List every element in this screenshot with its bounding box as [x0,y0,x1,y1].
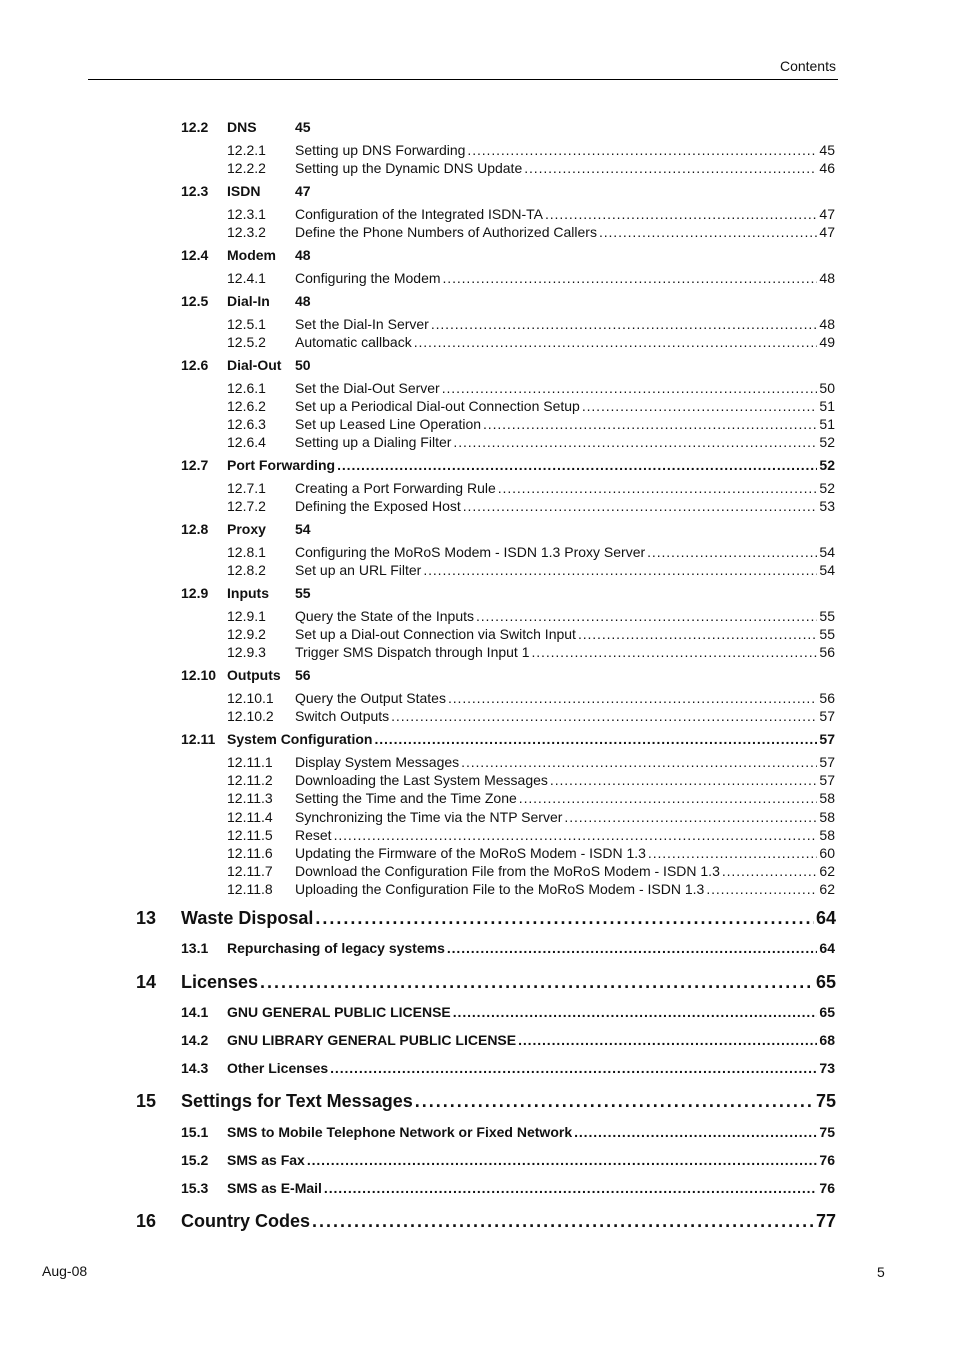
toc-entry-page: 52 [819,480,835,496]
toc-entry-title: Port Forwarding [227,457,336,473]
toc-entry-page: 76 [819,1152,835,1168]
dot-leader [648,845,818,861]
toc-entry-number: 13 [136,908,157,928]
toc-entry-title: Dial-In [227,293,270,309]
toc-entry-page: 73 [819,1060,835,1076]
toc-entry-title: SMS as E-Mail [227,1180,322,1196]
toc-entry-number: 12.6.1 [227,380,266,396]
toc-entry-number: 14 [136,972,157,992]
toc-entry-page: 58 [819,790,835,806]
toc-entry-title: Set up Leased Line Operation [295,416,482,432]
dot-leader [483,416,817,432]
toc-entry-title: Setting up the Dynamic DNS Update [295,160,523,176]
toc-entry-number: 12.4.1 [227,270,266,286]
toc-entry-title: Country Codes [181,1211,311,1231]
toc-entry[interactable] [227,480,835,496]
toc-entry[interactable] [227,754,835,770]
toc-entry-number: 12.11.2 [227,772,273,788]
toc-entry-page: 54 [819,562,835,578]
toc-entry-title: Set up an URL Filter [295,562,422,578]
toc-entry-title: Creating a Port Forwarding Rule [295,480,496,496]
dot-leader [550,772,818,788]
toc-entry-title: Inputs [227,585,269,601]
dot-leader [463,498,818,514]
toc-entry-number: 12.11.3 [227,790,273,806]
toc-entry-page: 55 [295,585,311,601]
toc-entry-page: 62 [819,863,835,879]
dot-leader [498,480,818,496]
toc-entry-number: 12.11.5 [227,827,273,843]
toc-entry-title: Configuration of the Integrated ISDN-TA [295,206,543,222]
toc-entry-title: Query the Output States [295,690,446,706]
toc-entry[interactable] [181,1032,835,1048]
toc-entry-page: 46 [819,160,835,176]
toc-entry[interactable] [227,398,835,414]
toc-entry-page: 50 [295,357,311,373]
toc-entry[interactable] [227,809,835,825]
toc-entry-number: 12.10.2 [227,708,274,724]
toc-entry-title: Licenses [181,972,259,992]
toc-entry-title: Synchronizing the Time via the NTP Server [295,809,563,825]
dot-leader [647,544,817,560]
header-rule [88,79,838,80]
toc-entry-number: 12.11.7 [227,863,273,879]
toc-entry-number: 12.3 [181,183,209,199]
toc-entry-page: 48 [295,247,311,263]
toc-entry-title: Outputs [227,667,281,683]
toc-entry-page: 65 [819,1004,835,1020]
toc-entry-page: 60 [819,845,835,861]
toc-entry-page: 55 [819,626,835,642]
toc-entry-page: 47 [819,206,835,222]
toc-entry[interactable] [227,160,835,176]
toc-entry-number: 12.3.1 [227,206,266,222]
toc-entry-title: Downloading the Last System Messages [295,772,548,788]
dot-leader [324,1180,818,1196]
toc-entry-number: 15 [136,1091,157,1111]
toc-entry-page: 51 [819,416,835,432]
toc-entry[interactable] [227,142,835,158]
toc-entry-title: Dial-Out [227,357,282,373]
toc-entry-number: 12.11.6 [227,845,273,861]
toc-entry-number: 13.1 [181,940,209,956]
toc-entry-number: 12.5 [181,293,209,309]
toc-entry[interactable] [181,1004,835,1020]
toc-entry[interactable] [227,316,835,332]
toc-entry-number: 12.6.3 [227,416,266,432]
toc-entry-title: System Configuration [227,731,373,747]
toc-entry-number: 14.1 [181,1004,209,1020]
toc-entry-number: 15.3 [181,1180,209,1196]
toc-entry[interactable] [181,585,835,601]
toc-entry[interactable] [136,908,836,929]
toc-entry[interactable] [227,626,835,642]
toc-entry-title: Repurchasing of legacy systems [227,940,445,956]
toc-entry-title: Proxy [227,521,266,537]
dot-leader [574,1124,817,1140]
toc-entry-page: 58 [819,827,835,843]
toc-entry-page: 54 [295,521,311,537]
toc-entry-title: DNS [227,119,257,135]
toc-entry-number: 12.8.1 [227,544,266,560]
toc-entry-number: 12.3.2 [227,224,266,240]
toc-entry-number: 12.11.8 [227,881,273,897]
toc-entry-title: Download the Configuration File from the MoRoS Modem - ISDN 1.3 [295,863,720,879]
dot-leader [431,316,818,332]
dot-leader [599,224,817,240]
toc-entry-title: SMS to Mobile Telephone Network or Fixed Network [227,1124,573,1140]
toc-entry[interactable] [227,206,835,222]
toc-entry-number: 12.7.1 [227,480,266,496]
toc-entry[interactable] [227,690,835,706]
toc-entry-title: Modem [227,247,276,263]
dot-leader [722,863,818,879]
toc-entry-number: 12.8 [181,521,209,537]
toc-entry-title: Display System Messages [295,754,460,770]
dot-leader [260,972,814,993]
toc-entry[interactable] [227,544,835,560]
toc-entry-page: 57 [819,731,835,747]
toc-entry[interactable] [181,457,835,473]
toc-entry-number: 12.6.4 [227,434,266,450]
dot-leader [415,1091,814,1112]
toc-entry-page: 55 [819,608,835,624]
toc-entry[interactable] [227,562,835,578]
toc-entry-number: 12.4 [181,247,209,263]
toc-entry-title: Defining the Exposed Host [295,498,461,514]
toc-entry[interactable] [227,772,835,788]
toc-entry-number: 12.2.2 [227,160,266,176]
dot-leader [414,334,818,350]
toc-entry[interactable] [227,863,835,879]
dot-leader [337,457,817,473]
toc-entry-page: 65 [815,972,836,992]
toc-entry[interactable] [181,293,835,309]
dot-leader [524,160,817,176]
toc-entry[interactable] [227,416,835,432]
toc-entry[interactable] [181,1180,835,1196]
toc-entry-title: Configuring the Modem [295,270,441,286]
toc-entry-title: ISDN [227,183,261,199]
toc-entry-number: 16 [136,1211,157,1231]
toc-entry[interactable] [227,434,835,450]
dot-leader [442,380,818,396]
toc-entry-title: Set the Dial-Out Server [295,380,440,396]
toc-entry-number: 12.9.1 [227,608,266,624]
toc-entry-title: Set the Dial-In Server [295,316,429,332]
toc-entry-page: 48 [819,316,835,332]
toc-entry-title: Configuring the MoRoS Modem - ISDN 1.3 Proxy Server [295,544,646,560]
toc-entry-title: Switch Outputs [295,708,390,724]
toc-entry[interactable] [227,708,835,724]
toc-entry-title: GNU GENERAL PUBLIC LICENSE [227,1004,451,1020]
toc-entry-number: 12.5.1 [227,316,266,332]
toc-entry-title: Updating the Firmware of the MoRoS Modem - ISDN 1.3 [295,845,646,861]
dot-leader [391,708,817,724]
toc-entry-page: 64 [815,908,836,928]
dot-leader [467,142,817,158]
toc-entry-title: Reset [295,827,332,843]
toc-entry-number: 12.5.2 [227,334,266,350]
toc-entry-title: Set up a Periodical Dial-out Connection Setup [295,398,580,414]
toc-entry[interactable] [227,498,835,514]
toc-entry[interactable] [136,972,836,993]
dot-leader [545,206,817,222]
toc-entry[interactable] [227,270,835,286]
toc-entry-page: 56 [819,644,835,660]
toc-entry-page: 57 [819,772,835,788]
dot-leader [334,827,818,843]
toc-entry-number: 12.6.2 [227,398,266,414]
toc-entry-page: 75 [819,1124,835,1140]
toc-entry[interactable] [181,119,835,135]
toc-entry-number: 14.3 [181,1060,209,1076]
dot-leader [330,1060,817,1076]
toc-entry[interactable] [181,1060,835,1076]
toc-entry-page: 47 [295,183,311,199]
toc-entry-page: 64 [819,940,835,956]
dot-leader [706,881,817,897]
toc-entry-number: 12.11.1 [227,754,273,770]
dot-leader [518,1032,817,1048]
toc-entry-page: 75 [815,1091,836,1111]
dot-leader [315,908,814,929]
toc-entry-page: 48 [819,270,835,286]
toc-entry[interactable] [227,790,835,806]
toc-entry[interactable] [227,608,835,624]
toc-entry-title: Define the Phone Numbers of Authorized Callers [295,224,597,240]
dot-leader [532,644,818,660]
toc-entry-number: 12.8.2 [227,562,266,578]
toc-entry-page: 45 [295,119,311,135]
toc-entry[interactable] [227,224,835,240]
toc-entry-title: GNU LIBRARY GENERAL PUBLIC LICENSE [227,1032,517,1048]
page-header-label: Contents [779,58,836,74]
dot-leader [461,754,817,770]
toc-entry-title: Setting the Time and the Time Zone [295,790,517,806]
toc-entry-number: 15.1 [181,1124,209,1140]
dot-leader [578,626,817,642]
toc-entry-title: Query the State of the Inputs [295,608,474,624]
toc-entry-number: 12.7.2 [227,498,266,514]
toc-entry-number: 14.2 [181,1032,209,1048]
toc-entry-page: 56 [295,667,311,683]
toc-entry-page: 45 [819,142,835,158]
footer-page-number: 5 [877,1264,885,1280]
toc-entry-title: SMS as Fax [227,1152,305,1168]
toc-entry-number: 12.2.1 [227,142,266,158]
toc-entry-page: 52 [819,434,835,450]
dot-leader [312,1211,814,1232]
toc-entry-number: 12.6 [181,357,209,373]
toc-entry-page: 62 [819,881,835,897]
toc-entry-page: 77 [815,1211,836,1231]
toc-entry-page: 54 [819,544,835,560]
toc-entry[interactable] [227,644,835,660]
toc-entry-number: 15.2 [181,1152,209,1168]
toc-entry-page: 57 [819,708,835,724]
toc-entry-number: 12.10.1 [227,690,274,706]
dot-leader [519,790,818,806]
dot-leader [448,690,817,706]
toc-entry-title: Setting up a Dialing Filter [295,434,452,450]
toc-entry-page: 68 [819,1032,835,1048]
toc-entry-page: 49 [819,334,835,350]
toc-entry-title: Setting up DNS Forwarding [295,142,466,158]
toc-entry[interactable] [181,183,835,199]
toc-entry-number: 12.9.3 [227,644,266,660]
toc-entry-page: 51 [819,398,835,414]
footer-date: Aug-08 [42,1263,88,1279]
dot-leader [453,434,817,450]
dot-leader [423,562,817,578]
toc-entry-title: Trigger SMS Dispatch through Input 1 [295,644,530,660]
toc-entry-page: 53 [819,498,835,514]
dot-leader [453,1004,818,1020]
dot-leader [307,1152,818,1168]
toc-entry-title: Set up a Dial-out Connection via Switch Input [295,626,576,642]
toc-entry-page: 50 [819,380,835,396]
toc-entry-page: 47 [819,224,835,240]
toc-entry[interactable] [181,247,835,263]
toc-entry[interactable] [227,334,835,350]
toc-entry-number: 12.7 [181,457,209,473]
toc-entry[interactable] [181,1124,835,1140]
toc-entry[interactable] [181,731,835,747]
toc-entry-page: 58 [819,809,835,825]
dot-leader [443,270,818,286]
toc-entry-title: Settings for Text Messages [181,1091,413,1111]
toc-entry[interactable] [227,881,835,897]
toc-entry-title: Automatic callback [295,334,412,350]
dot-leader [447,940,818,956]
toc-entry-page: 57 [819,754,835,770]
toc-entry-title: Uploading the Configuration File to the MoRoS Modem - ISDN 1.3 [295,881,705,897]
toc-entry-number: 12.10 [181,667,217,683]
toc-entry[interactable] [181,667,835,683]
toc-entry-page: 76 [819,1180,835,1196]
toc-entry-number: 12.11 [181,731,216,747]
toc-entry-number: 12.9 [181,585,209,601]
dot-leader [374,731,817,747]
toc-entry-page: 52 [819,457,835,473]
toc-entry[interactable] [227,380,835,396]
toc-entry-number: 12.2 [181,119,209,135]
toc-entry[interactable] [227,845,835,861]
toc-entry[interactable] [181,1152,835,1168]
dot-leader [582,398,818,414]
toc-entry-title: Other Licenses [227,1060,329,1076]
toc-entry[interactable] [181,940,835,956]
toc-entry-page: 56 [819,690,835,706]
dot-leader [476,608,817,624]
toc-entry[interactable] [181,357,835,373]
toc-entry[interactable] [136,1091,836,1112]
toc-entry-page: 48 [295,293,311,309]
toc-entry[interactable] [227,827,835,843]
toc-entry[interactable] [181,521,835,537]
toc-entry-number: 12.9.2 [227,626,266,642]
toc-entry-number: 12.11.4 [227,809,273,825]
dot-leader [564,809,817,825]
toc-entry[interactable] [136,1211,836,1232]
toc-entry-title: Waste Disposal [181,908,314,928]
